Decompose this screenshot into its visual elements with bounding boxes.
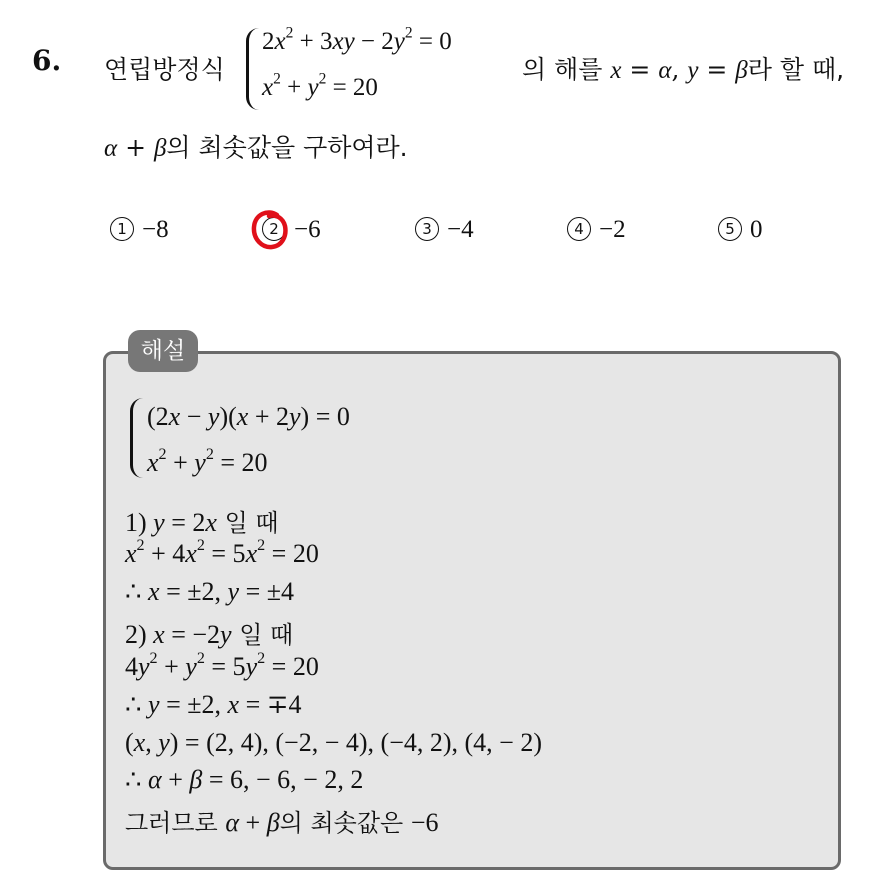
choice-1-value: −8 — [142, 216, 169, 243]
solution-system-line-1: (2x − y)(x + 2y) = 0 — [147, 402, 350, 431]
solution-line-6: ∴ y = ±2, x = ∓4 — [125, 690, 302, 719]
choice-5-number: 5 — [718, 217, 742, 241]
choice-3-value: −4 — [447, 216, 474, 243]
choice-3[interactable] — [415, 216, 474, 244]
solution-title-tab: 해설 — [128, 330, 198, 372]
choice-2-value: −6 — [294, 216, 321, 243]
solution-line-9: 그러므로 α + β의 최솟값은 −6 — [125, 808, 439, 837]
question-tail-text: 의 해를 x = α, y = β라 할 때, — [522, 55, 845, 84]
question-line-2: α + β의 최솟값을 구하여라. — [104, 133, 408, 162]
choice-5[interactable] — [718, 216, 763, 244]
equation-1: $2x^2 + 3xy - 2y^2 = 0$ — [262, 24, 452, 55]
choice-3-number: 3 — [415, 217, 439, 241]
solution-system-brace — [130, 398, 143, 478]
choice-4[interactable] — [567, 216, 626, 244]
solution-line-8: ∴ α + β = 6, − 6, − 2, 2 — [125, 765, 364, 794]
choice-5-value: 0 — [750, 216, 763, 243]
solution-line-4: 2) x = −2y 일 때 — [125, 620, 294, 649]
solution-line-5: $4y^2 + y^2 = 5y^2 = 20$ — [125, 649, 319, 681]
solution-system-line-2: $x^2 + y^2 = 20$ — [147, 445, 268, 477]
question-number: 6. — [32, 44, 62, 77]
choice-4-value: −2 — [599, 216, 626, 243]
solution-line-2: $x^2 + 4x^2 = 5x^2 = 20$ — [125, 536, 319, 568]
solution-line-3: ∴ x = ±2, y = ±4 — [125, 577, 295, 606]
equation-2: $x^2 + y^2 = 20$ — [262, 70, 378, 101]
choice-1-number: 1 — [110, 217, 134, 241]
solution-line-7: (x, y) = (2, 4), (−2, − 4), (−4, 2), (4, − 2) — [125, 728, 543, 757]
choice-4-number: 4 — [567, 217, 591, 241]
question-lead-text: 연립방정식 — [104, 55, 225, 84]
choice-2-number: 2 — [262, 217, 286, 241]
system-brace — [246, 28, 259, 110]
selected-answer-circle-mark — [250, 208, 290, 252]
solution-line-1: 1) y = 2x 일 때 — [125, 508, 279, 537]
choice-1[interactable] — [110, 216, 169, 244]
